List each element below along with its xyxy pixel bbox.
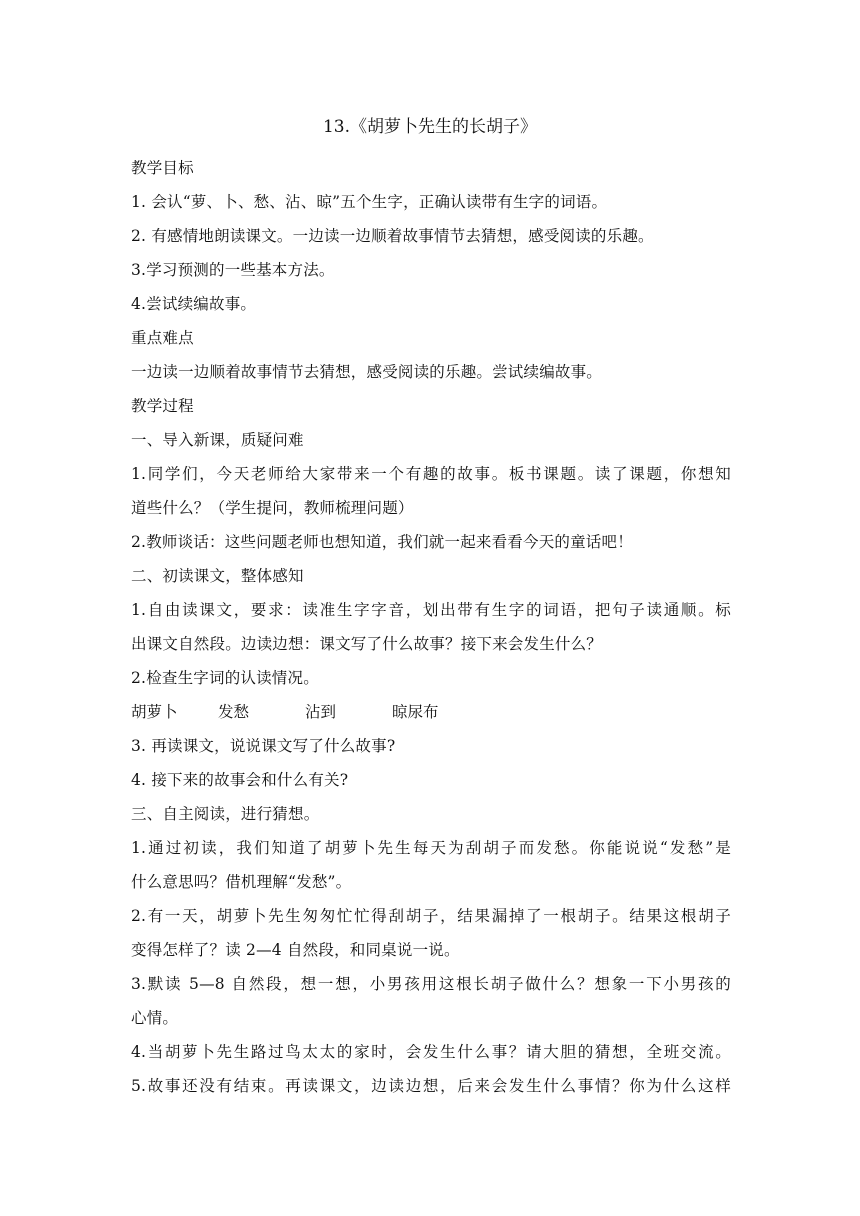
paragraph-line: 什么意思吗？借机理解“发愁”。 [131, 873, 352, 891]
paragraph-line: 3. 再读课文，说说课文写了什么故事? [131, 737, 396, 755]
paragraph-line: 一边读一边顺着故事情节去猜想，感受阅读的乐趣。尝试续编故事。 [131, 363, 603, 381]
subsection-heading: 三、自主阅读，进行猜想。 [131, 805, 320, 823]
paragraph-line: 2.教师谈话：这些问题老师也想知道，我们就一起来看看今天的童话吧！ [131, 533, 633, 551]
section-heading: 教学目标 [131, 159, 194, 177]
paragraph-line: 3.学习预测的一些基本方法。 [131, 261, 335, 279]
vocabulary-row [131, 695, 731, 729]
paragraph-line: 2.有一天，胡萝卜先生匆匆忙忙得刮胡子，结果漏掉了一根胡子。结果这根胡子 [131, 907, 731, 925]
paragraph-line: 4. 接下来的故事会和什么有关? [131, 771, 349, 789]
paragraph-line: 变得怎样了？读 2—4 自然段，和同桌说一说。 [131, 941, 460, 959]
paragraph-line: 2. 有感情地朗读课文。一边读一边顺着故事情节去猜想，感受阅读的乐趣。 [131, 227, 654, 245]
subsection-heading: 二、初读课文，整体感知 [131, 567, 304, 585]
paragraph-line: 3.默读 5—8 自然段，想一想，小男孩用这根长胡子做什么？想象一下小男孩的 [131, 975, 731, 993]
paragraph-line: 5.故事还没有结束。再读课文，边读边想，后来会发生什么事情？你为什么这样 [131, 1077, 731, 1095]
document-title: 13.《胡萝卜先生的长胡子》 [322, 117, 538, 137]
paragraph-line: 1.自由读课文，要求：读准生字字音，划出带有生字的词语，把句子读通顺。标 [131, 601, 731, 619]
paragraph-line: 出课文自然段。边读边想：课文写了什么故事？接下来会发生什么？ [131, 635, 603, 653]
section-heading: 教学过程 [131, 397, 194, 415]
paragraph-line: 1. 会认“萝、卜、愁、沾、晾”五个生字，正确认读带有生字的词语。 [131, 193, 608, 211]
section-heading: 重点难点 [131, 329, 194, 347]
paragraph-line: 4.尝试续编故事。 [131, 295, 257, 313]
paragraph-line: 1.同学们，今天老师给大家带来一个有趣的故事。板书课题。读了课题，你想知 [131, 465, 731, 483]
paragraph-line: 心情。 [131, 1009, 179, 1027]
paragraph-line: 1.通过初读，我们知道了胡萝卜先生每天为刮胡子而发愁。你能说说“发愁”是 [131, 839, 731, 857]
vocab-word: 晾尿布 [392, 703, 439, 721]
paragraph-line: 道些什么？（学生提问，教师梳理问题） [131, 499, 414, 517]
paragraph-line: 4.当胡萝卜先生路过鸟太太的家时，会发生什么事？请大胆的猜想，全班交流。 [131, 1043, 731, 1061]
vocab-word: 发愁 [218, 703, 250, 721]
vocab-word: 沾到 [305, 703, 337, 721]
paragraph-line: 2.检查生字词的认读情况。 [131, 669, 319, 687]
subsection-heading: 一、导入新课，质疑问难 [131, 431, 304, 449]
vocab-word: 胡萝卜 [131, 703, 178, 721]
document-body [131, 151, 731, 1103]
